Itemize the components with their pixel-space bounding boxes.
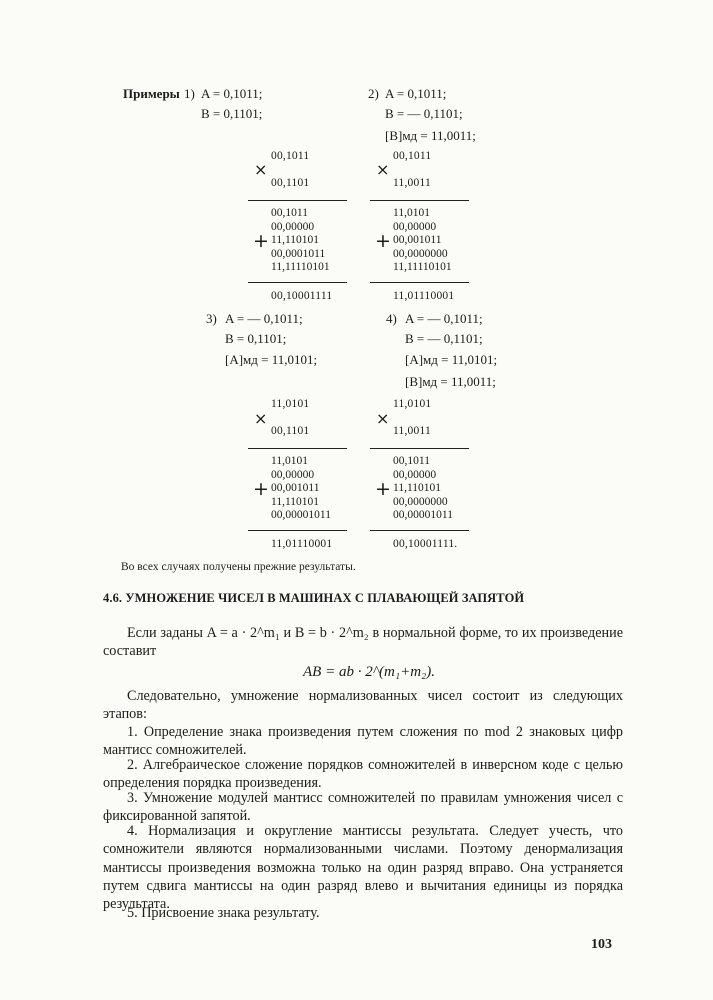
ex4-result: 00,10001111. — [393, 538, 458, 550]
page-number: 103 — [591, 937, 612, 952]
ex1-result: 00,10001111 — [271, 290, 333, 302]
ex3-rule-top — [248, 448, 347, 449]
partial-product: 11,0101 — [271, 455, 308, 467]
ex3-result: 11,01110001 — [271, 538, 333, 550]
partial-product: 00,1011 — [393, 455, 430, 467]
partial-product: 00,001011 — [271, 482, 320, 494]
list-item-text: 1. Определение знака произведения путем сложения по mod 2 знаковых цифр мантисс сомножителей. — [103, 724, 623, 759]
ex2-multiplier: 11,0011 — [393, 177, 431, 189]
lead-paragraph — [103, 687, 623, 724]
examples-label: Примеры — [123, 86, 180, 101]
partial-product: 00,00001011 — [393, 509, 453, 521]
list-item — [103, 904, 623, 922]
partial-product: 11,11110101 — [393, 261, 452, 273]
list-item — [103, 723, 623, 760]
partial-product: 00,0001011 — [271, 247, 326, 260]
multiply-sign-icon: × — [376, 409, 390, 428]
ex2-line2: B = — 0,1101; — [385, 106, 463, 121]
partial-product: 11,110101 — [271, 234, 320, 246]
ex4-partial-products — [393, 455, 453, 523]
plus-sign-icon: + — [375, 478, 391, 500]
partial-product: 00,00000 — [271, 220, 315, 233]
intro-paragraph — [103, 624, 623, 661]
ex3-line1: A = — 0,1011; — [225, 311, 303, 326]
partial-product: 00,00000 — [393, 220, 437, 233]
ex3-rule-bottom — [248, 530, 347, 531]
list-item-text: 5. Присвоение знака результату. — [127, 905, 320, 921]
ex3-number: 3) — [206, 311, 217, 326]
ex2-result: 11,01110001 — [393, 290, 455, 302]
partial-product: 00,001011 — [393, 234, 442, 246]
ex4-line1: A = — 0,1011; — [405, 311, 483, 326]
ex3-line3: [A]мд = 11,0101; — [225, 352, 318, 367]
ex1-line1: A = 0,1011; — [201, 86, 263, 101]
partial-product: 00,1011 — [271, 207, 308, 219]
plus-sign-icon: + — [375, 230, 391, 252]
ex1-rule-top — [248, 200, 347, 201]
ex4-line3: [A]мд = 11,0101; — [405, 352, 498, 367]
list-item-text: 2. Алгебраическое сложение порядков сомножителей в инверсном коде с целью определения порядка произведения. — [103, 757, 623, 792]
plus-sign-icon: + — [253, 230, 269, 252]
partial-product: 00,0000000 — [393, 495, 448, 508]
ex2-line3: [B]мд = 11,0011; — [385, 128, 476, 143]
partial-product: 11,11110101 — [271, 261, 330, 273]
plus-sign-icon: + — [253, 478, 269, 500]
partial-product: 00,00000 — [271, 468, 315, 481]
list-item — [103, 822, 623, 913]
ex1-partial-products — [271, 207, 330, 275]
ex4-rule-top — [370, 448, 469, 449]
ex4-number: 4) — [386, 311, 397, 326]
ex1-number: 1) — [184, 86, 195, 101]
partial-product: 00,00000 — [393, 468, 437, 481]
ex3-multiplier: 00,1101 — [271, 425, 310, 437]
lead-text: Следовательно, умножение нормализованных чисел состоит из следующих этапов: — [103, 688, 623, 723]
list-item-text: 4. Нормализация и округление мантиссы результата. Следует учесть, что сомножители являются нормализованными числами. Поэтому денормализация мантиссы произведения возможна только на один разряд вправо. Она устраняется путем сдвига мантиссы на один разряд влево и вычитания единицы из порядка результата. — [103, 823, 623, 913]
ex4-rule-bottom — [370, 530, 469, 531]
partial-product: 11,0101 — [393, 207, 430, 219]
multiply-sign-icon: × — [254, 409, 268, 428]
ex4-multiplier: 11,0011 — [393, 425, 431, 437]
partial-product: 00,00001011 — [271, 509, 331, 521]
intro-text: Если заданы A = a · 2^m₁ и B = b · 2^m₂ в нормальной форме, то их произведение составит — [103, 625, 623, 660]
ex1-rule-bottom — [248, 282, 347, 283]
multiply-sign-icon: × — [254, 160, 268, 179]
ex4-line4: [B]мд = 11,0011; — [405, 374, 496, 389]
ex4-line2: B = — 0,1101; — [405, 331, 483, 346]
section-heading: 4.6. УМНОЖЕНИЕ ЧИСЕЛ В МАШИНАХ С ПЛАВАЮЩЕЙ ЗАПЯТОЙ — [103, 591, 525, 605]
ex4-multiplicand: 11,0101 — [393, 398, 432, 410]
partial-product: 11,110101 — [393, 482, 442, 494]
ex3-line2: B = 0,1101; — [225, 331, 287, 346]
ex1-line2: B = 0,1101; — [201, 106, 263, 121]
ex1-multiplier: 00,1101 — [271, 177, 310, 189]
ex3-partial-products — [271, 455, 331, 523]
ex2-multiplicand: 00,1011 — [393, 150, 432, 162]
caption: Во всех случаях получены прежние результаты. — [121, 561, 356, 573]
ex2-line1: A = 0,1011; — [385, 86, 447, 101]
ex1-multiplicand: 00,1011 — [271, 150, 310, 162]
list-item-text: 3. Умножение модулей мантисс сомножителей по правилам умножения чисел с фиксированной запятой. — [103, 790, 623, 825]
list-item — [103, 789, 623, 826]
ex2-rule-bottom — [370, 282, 469, 283]
partial-product: 11,110101 — [271, 495, 320, 508]
ex2-partial-products — [393, 207, 452, 275]
list-item — [103, 756, 623, 793]
ex2-number: 2) — [368, 86, 379, 101]
product-formula: AB = ab · 2^(m₁+m₂). — [303, 664, 435, 680]
partial-product: 00,0000000 — [393, 247, 448, 260]
ex2-rule-top — [370, 200, 469, 201]
ex3-multiplicand: 11,0101 — [271, 398, 310, 410]
multiply-sign-icon: × — [376, 160, 390, 179]
